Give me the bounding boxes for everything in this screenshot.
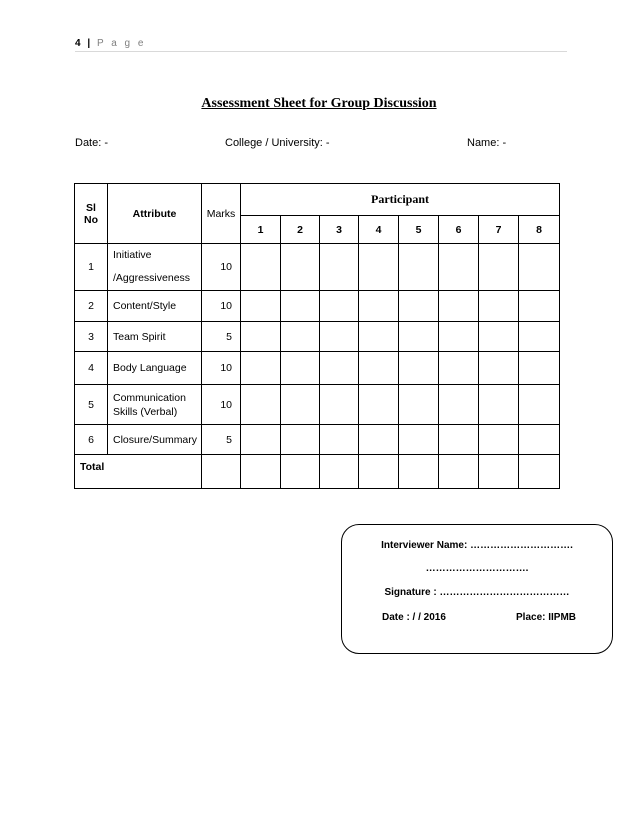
row-marks: 5	[202, 322, 241, 352]
row-attribute-line2: /Aggressiveness	[113, 272, 191, 284]
row-attribute: Closure/Summary	[108, 425, 202, 455]
table-header-row	[75, 184, 560, 216]
row-attribute-line2: Skills (Verbal)	[113, 405, 178, 418]
score-cell[interactable]	[479, 352, 519, 385]
score-cell[interactable]	[479, 291, 519, 322]
row-sl: 2	[75, 291, 108, 322]
score-cell[interactable]	[439, 322, 479, 352]
score-cell[interactable]	[359, 385, 399, 425]
interviewer-box	[341, 524, 613, 654]
score-cell[interactable]	[399, 352, 439, 385]
col-sl-line2: No	[84, 213, 98, 226]
college-field: College / University: -	[225, 137, 330, 149]
participant-number: 6	[439, 216, 479, 244]
score-cell[interactable]	[241, 291, 281, 322]
score-cell[interactable]	[281, 244, 320, 291]
score-cell[interactable]	[479, 385, 519, 425]
col-sl-line1: Sl	[86, 201, 96, 214]
row-sl: 5	[75, 385, 108, 425]
row-sl: 3	[75, 322, 108, 352]
score-cell[interactable]	[241, 322, 281, 352]
score-cell[interactable]	[241, 244, 281, 291]
participant-number: 1	[241, 216, 281, 244]
row-sl: 1	[75, 244, 108, 291]
col-marks: Marks	[202, 184, 241, 244]
name-field: Name: -	[467, 137, 507, 149]
score-cell[interactable]	[399, 385, 439, 425]
score-cell[interactable]	[241, 455, 281, 489]
score-cell[interactable]	[359, 244, 399, 291]
score-cell[interactable]	[281, 322, 320, 352]
page-separator: |	[87, 38, 91, 49]
page-number: 4	[75, 38, 82, 49]
score-cell[interactable]	[359, 455, 399, 489]
col-sl-no	[75, 184, 108, 244]
score-cell[interactable]	[399, 244, 439, 291]
row-attribute	[108, 244, 202, 291]
score-cell[interactable]	[439, 425, 479, 455]
participant-header: Participant	[241, 184, 560, 216]
score-cell[interactable]	[320, 425, 359, 455]
interviewer-name-continuation: ………………………….	[425, 563, 529, 574]
page-label: P a g e	[96, 38, 146, 49]
score-cell[interactable]	[281, 291, 320, 322]
interviewer-name-line: Interviewer Name: ………………………….	[381, 540, 573, 551]
score-cell[interactable]	[359, 291, 399, 322]
total-label: Total	[75, 455, 202, 489]
participant-number: 4	[359, 216, 399, 244]
table-row	[75, 244, 560, 291]
score-cell[interactable]	[519, 455, 560, 489]
page-header	[75, 38, 565, 49]
score-cell[interactable]	[320, 291, 359, 322]
score-cell[interactable]	[320, 455, 359, 489]
row-marks: 10	[202, 291, 241, 322]
header-rule	[75, 51, 567, 52]
table-row	[75, 291, 560, 322]
score-cell[interactable]	[479, 455, 519, 489]
participant-number: 5	[399, 216, 439, 244]
score-cell[interactable]	[479, 244, 519, 291]
row-attribute-line1: Communication	[113, 391, 186, 404]
score-cell[interactable]	[241, 352, 281, 385]
score-cell[interactable]	[439, 385, 479, 425]
place-line: Place: IIPMB	[516, 612, 577, 623]
row-attribute	[108, 385, 202, 425]
row-attribute: Body Language	[108, 352, 202, 385]
score-cell[interactable]	[439, 455, 479, 489]
row-marks: 10	[202, 244, 241, 291]
row-attribute-line1: Initiative	[113, 249, 152, 261]
score-cell[interactable]	[519, 322, 560, 352]
score-cell[interactable]	[320, 244, 359, 291]
score-cell[interactable]	[519, 352, 560, 385]
row-attribute: Team Spirit	[108, 322, 202, 352]
score-cell[interactable]	[399, 322, 439, 352]
participant-number: 2	[281, 216, 320, 244]
table-row	[75, 352, 560, 385]
score-cell[interactable]	[241, 425, 281, 455]
participant-number: 7	[479, 216, 519, 244]
row-sl: 4	[75, 352, 108, 385]
score-cell[interactable]	[399, 455, 439, 489]
score-cell[interactable]	[281, 425, 320, 455]
table-row	[75, 425, 560, 455]
row-marks: 10	[202, 385, 241, 425]
score-cell[interactable]	[519, 291, 560, 322]
assessment-table	[74, 183, 560, 489]
signature-line: Signature : …………………………………	[384, 587, 570, 598]
score-cell[interactable]	[281, 385, 320, 425]
total-row	[75, 455, 560, 489]
score-cell[interactable]	[399, 425, 439, 455]
table-row	[75, 385, 560, 425]
score-cell[interactable]	[359, 425, 399, 455]
table-row	[75, 322, 560, 352]
row-marks: 5	[202, 425, 241, 455]
score-cell[interactable]	[439, 352, 479, 385]
date-field: Date: -	[75, 137, 109, 149]
score-cell[interactable]	[519, 425, 560, 455]
row-marks: 10	[202, 352, 241, 385]
score-cell[interactable]	[439, 244, 479, 291]
score-cell[interactable]	[519, 244, 560, 291]
score-cell[interactable]	[320, 385, 359, 425]
score-cell[interactable]	[479, 425, 519, 455]
score-cell[interactable]	[281, 455, 320, 489]
score-cell[interactable]	[399, 291, 439, 322]
score-cell[interactable]	[439, 291, 479, 322]
score-cell[interactable]	[281, 352, 320, 385]
score-cell[interactable]	[519, 385, 560, 425]
score-cell[interactable]	[241, 385, 281, 425]
date-line: Date : / / 2016	[382, 612, 446, 623]
total-marks-cell[interactable]	[202, 455, 241, 489]
col-attribute: Attribute	[108, 184, 202, 244]
participant-number: 3	[320, 216, 359, 244]
score-cell[interactable]	[479, 322, 519, 352]
participant-number: 8	[519, 216, 560, 244]
score-cell[interactable]	[359, 352, 399, 385]
row-attribute: Content/Style	[108, 291, 202, 322]
score-cell[interactable]	[320, 352, 359, 385]
score-cell[interactable]	[359, 322, 399, 352]
row-sl: 6	[75, 425, 108, 455]
score-cell[interactable]	[320, 322, 359, 352]
document-title: Assessment Sheet for Group Discussion	[201, 96, 437, 111]
